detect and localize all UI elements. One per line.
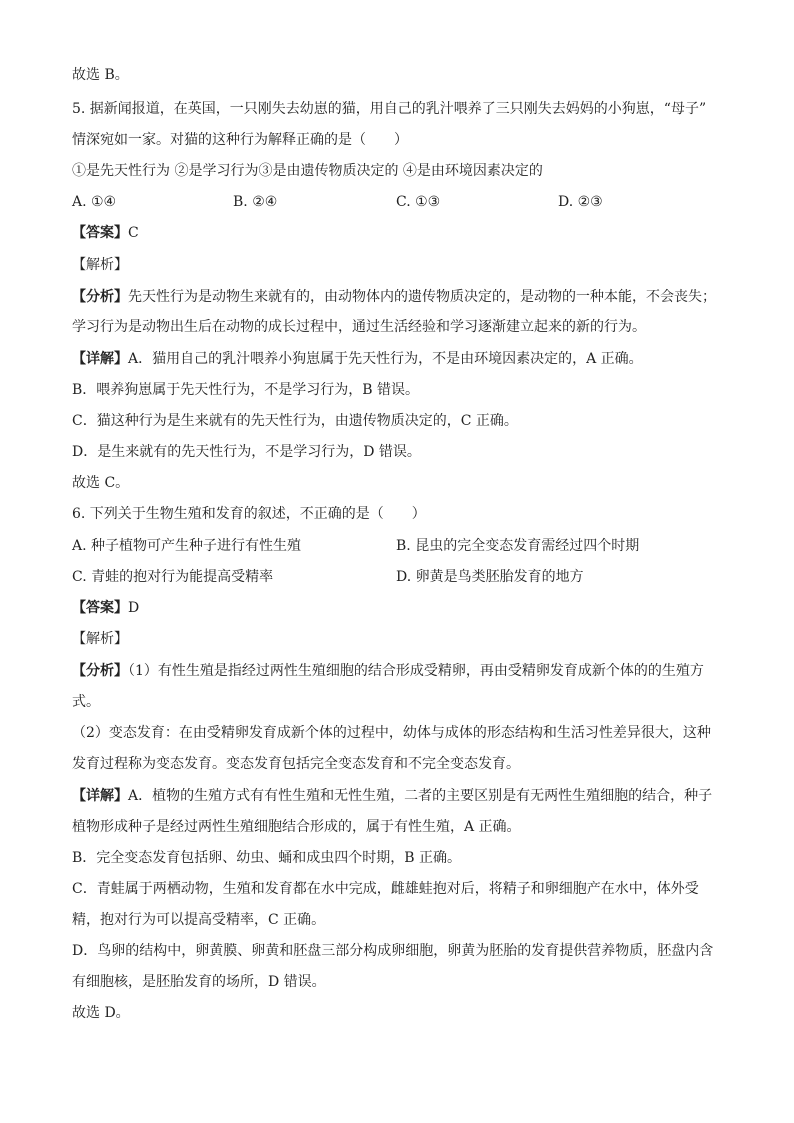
option-c: C. 青蛙的抱对行为能提高受精率: [72, 569, 274, 585]
analysis-line: [72, 288, 716, 306]
option-a: A. 种子植物可产生种子进行有性生殖: [72, 538, 302, 554]
detail-tag: 【详解】: [72, 351, 128, 367]
answer-value: C: [128, 225, 139, 241]
analysis-text: 式。: [72, 694, 100, 710]
detail-text: 植物形成种子是经过两性生殖细胞结合形成的，属于有性生殖，A 正确。: [72, 819, 521, 835]
jiexi-heading: 【解析】: [72, 257, 128, 273]
answer-line: [72, 599, 139, 617]
answer-tag: 【答案】: [72, 600, 128, 616]
question-5-statements: ①是先天性行为 ②是学习行为③是由遗传物质决定的 ④是由环境因素决定的: [72, 163, 543, 179]
detail-text: D．是生来就有的先天性行为，不是学习行为，D 错误。: [72, 444, 421, 460]
detail-text: 精，抱对行为可以提高受精率，C 正确。: [72, 912, 326, 928]
detail-text: C．猫这种行为是生来就有的先天性行为，由遗传物质决定的，C 正确。: [72, 413, 518, 429]
question-6-stem: 6. 下列关于生物生殖和发育的叙述，不正确的是（ ）: [72, 506, 426, 522]
detail-text: A．植物的生殖方式有有性生殖和无性生殖，二者的主要区别是有无两性生殖细胞的结合，种子: [128, 788, 713, 804]
analysis-text: （1）有性生殖是指经过两性生殖细胞的结合形成受精卵，再由受精卵发育成新个体的的生殖方: [128, 663, 704, 679]
jiexi-heading: 【解析】: [72, 631, 128, 647]
answer-tag: 【答案】: [72, 225, 128, 241]
question-5-stem: 5. 据新闻报道，在英国，一只刚失去幼崽的猫，用自己的乳汁喂养了三只刚失去妈妈的小狗崽，“母子”: [72, 101, 707, 117]
conclusion: 故选 C。: [72, 475, 130, 491]
analysis-text: 发育过程称为变态发育。变态发育包括完全变态发育和不完全变态发育。: [72, 756, 520, 772]
answer-line: [72, 224, 139, 242]
analysis-text: 先天性行为是动物生来就有的，由动物体内的遗传物质决定的，是动物的一种本能，不会丧失；: [128, 289, 716, 305]
answer-value: D: [128, 600, 140, 616]
conclusion: 故选 D。: [72, 1005, 130, 1021]
option-b: B. ②④: [233, 194, 278, 210]
analysis-line: [72, 662, 704, 680]
option-d: D. ②③: [558, 194, 603, 210]
analysis-text: （2）变态发育：在由受精卵发育成新个体的过程中，幼体与成体的形态结构和生活习性差异很大，这种: [72, 725, 711, 741]
analysis-tag: 【分析】: [72, 663, 128, 679]
option-d: D. 卵黄是鸟类胚胎发育的地方: [396, 569, 584, 585]
text-line: 故选 B。: [72, 67, 129, 83]
detail-line: [72, 787, 712, 805]
option-c: C. ①③: [396, 194, 441, 210]
option-b: B. 昆虫的完全变态发育需经过四个时期: [396, 538, 640, 554]
option-a: A. ①④: [72, 194, 117, 210]
detail-text: D．鸟卵的结构中，卵黄膜、卵黄和胚盘三部分构成卵细胞，卵黄为胚胎的发育提供营养物质，胚盘内含: [72, 943, 714, 959]
detail-text: B．完全变态发育包括卵、幼虫、蛹和成虫四个时期，B 正确。: [72, 850, 462, 866]
detail-text: A．猫用自己的乳汁喂养小狗崽属于先天性行为，不是由环境因素决定的，A 正确。: [128, 351, 643, 367]
analysis-text: 学习行为是动物出生后在动物的成长过程中，通过生活经验和学习逐渐建立起来的新的行为。: [72, 319, 646, 335]
detail-tag: 【详解】: [72, 788, 128, 804]
analysis-tag: 【分析】: [72, 289, 128, 305]
detail-text: 有细胞核，是胚胎发育的场所，D 错误。: [72, 974, 326, 990]
detail-text: B．喂养狗崽属于先天性行为，不是学习行为，B 错误。: [72, 382, 420, 398]
detail-line: [72, 350, 643, 368]
question-5-stem: 情深宛如一家。对猫的这种行为解释正确的是（ ）: [72, 132, 408, 148]
detail-text: C．青蛙属于两栖动物，生殖和发育都在水中完成，雌雄蛙抱对后，将精子和卵细胞产在水中，体外受: [72, 881, 699, 897]
